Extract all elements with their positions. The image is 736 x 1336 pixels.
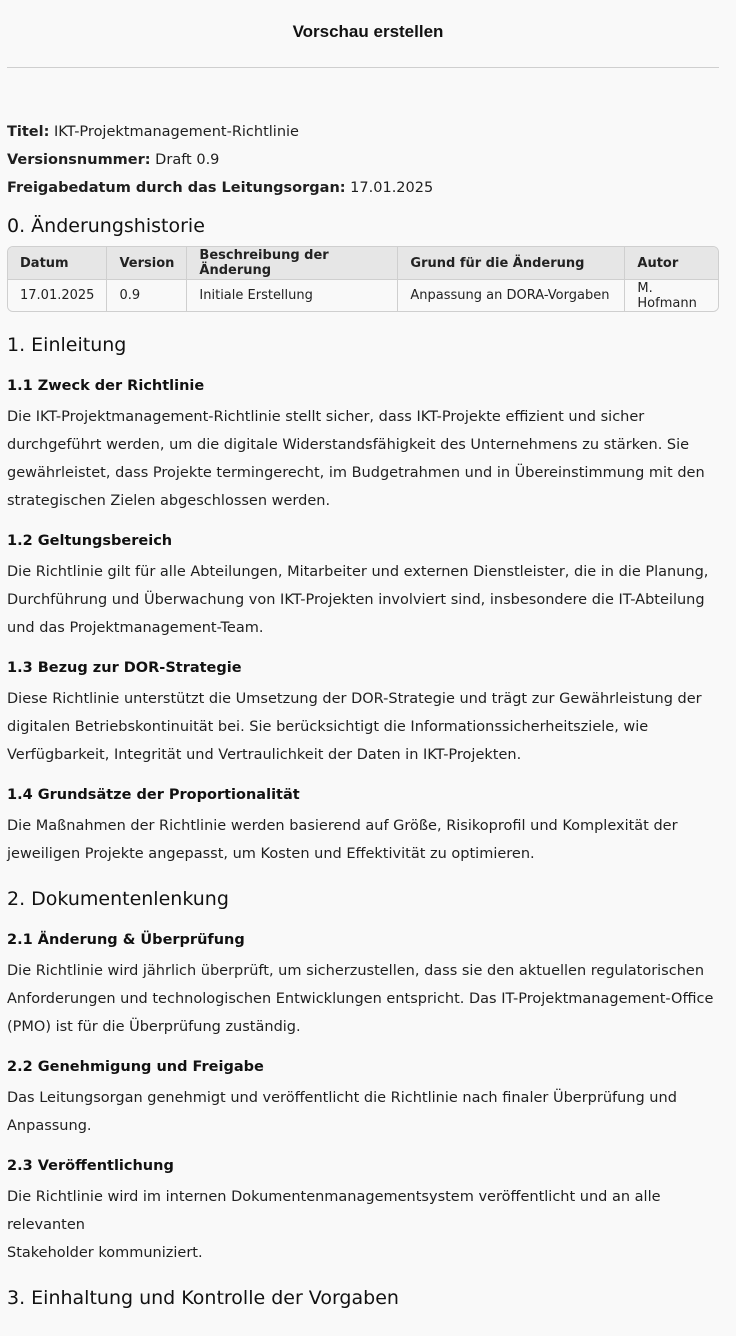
cell-datum: 17.01.2025: [8, 280, 107, 311]
document-meta: [7, 118, 719, 202]
section-2-heading: 2. Dokumentenlenkung: [7, 888, 229, 910]
section-2-2-text: Das Leitungsorgan genehmigt und veröffentlicht die Richtlinie nach finaler Überprüfung und Anpassung.: [7, 1090, 677, 1134]
section-1-2-heading: 1.2 Geltungsbereich: [7, 533, 173, 549]
table-row: [8, 280, 718, 311]
section-2-1-text: Die Richtlinie wird jährlich überprüft, um sicherzustellen, dass sie den aktuellen regulatorischen Anforderungen und technologischen Entwicklungen entspricht. Das IT-Projektmanagement-Office (PMO) ist für die Überprüfung zuständig.: [7, 963, 714, 1035]
col-grund: Grund für die Änderung: [398, 247, 625, 280]
history-heading: 0. Änderungshistorie: [7, 215, 205, 237]
preview-header: [0, 0, 736, 64]
section-1-heading: 1. Einleitung: [7, 334, 127, 356]
header-divider: [7, 67, 719, 68]
section-1-4-text: Die Maßnahmen der Richtlinie werden basierend auf Größe, Risikoprofil und Komplexität der jeweiligen Projekte angepasst, um Kosten und Effektivität zu optimieren.: [7, 818, 678, 862]
meta-title: Titel: IKT-Projektmanagement-Richtlinie: [7, 124, 299, 140]
col-datum: Datum: [8, 247, 107, 280]
section-1-1-heading: 1.1 Zweck der Richtlinie: [7, 378, 205, 394]
section-1-1-text: Die IKT-Projektmanagement-Richtlinie stellt sicher, dass IKT-Projekte effizient und sicher durchgeführt werden, um die digitale Widerstandsfähigkeit des Unternehmens zu stärken. Sie gewährleistet, dass Projekte termingerecht, im Budgetrahmen und in Übereinstimmung mit den strategischen Zielen abgeschlossen werden.: [7, 409, 705, 509]
col-version: Version: [107, 247, 187, 280]
history-table: [7, 246, 719, 312]
section-2-2-heading: 2.2 Genehmigung und Freigabe: [7, 1059, 264, 1075]
cell-autor: M. Hofmann: [625, 280, 718, 311]
section-2-3-text: Die Richtlinie wird im internen Dokumentenmanagementsystem veröffentlicht und an alle relevanten Stakeholder kommuniziert.: [7, 1189, 661, 1261]
col-beschreibung: Beschreibung der Änderung: [187, 247, 398, 280]
meta-version: Versionsnummer: Draft 0.9: [7, 152, 220, 168]
document-preview: [7, 118, 719, 1313]
cell-grund: Anpassung an DORA-Vorgaben: [398, 280, 625, 311]
history-table-header: [8, 247, 718, 280]
section-2-1-heading: 2.1 Änderung & Überprüfung: [7, 932, 245, 948]
section-1-3-text: Diese Richtlinie unterstützt die Umsetzung der DOR-Strategie und trägt zur Gewährleistung der digitalen Betriebskontinuität bei. Sie berücksichtigt die Informationssicherheitsziele, wie Verfügbarkeit, Integrität und Vertraulichkeit der Daten in IKT-Projekten.: [7, 691, 702, 763]
section-3-heading: 3. Einhaltung und Kontrolle der Vorgaben: [7, 1287, 399, 1309]
cell-version: 0.9: [107, 280, 187, 311]
section-2-3-heading: 2.3 Veröffentlichung: [7, 1158, 174, 1174]
meta-release-date: Freigabedatum durch das Leitungsorgan: 17.01.2025: [7, 180, 434, 196]
section-1-3-heading: 1.3 Bezug zur DOR-Strategie: [7, 660, 242, 676]
section-1-2-text: Die Richtlinie gilt für alle Abteilungen, Mitarbeiter und externen Dienstleister, die in die Planung, Durchführung und Überwachung von IKT-Projekten involviert sind, insbesondere die IT-Abteilung und das Projektmanagement-Team.: [7, 564, 709, 636]
cell-beschreibung: Initiale Erstellung: [187, 280, 398, 311]
page-title: Vorschau erstellen: [292, 22, 444, 41]
section-1-4-heading: 1.4 Grundsätze der Proportionalität: [7, 787, 300, 803]
col-autor: Autor: [625, 247, 718, 280]
